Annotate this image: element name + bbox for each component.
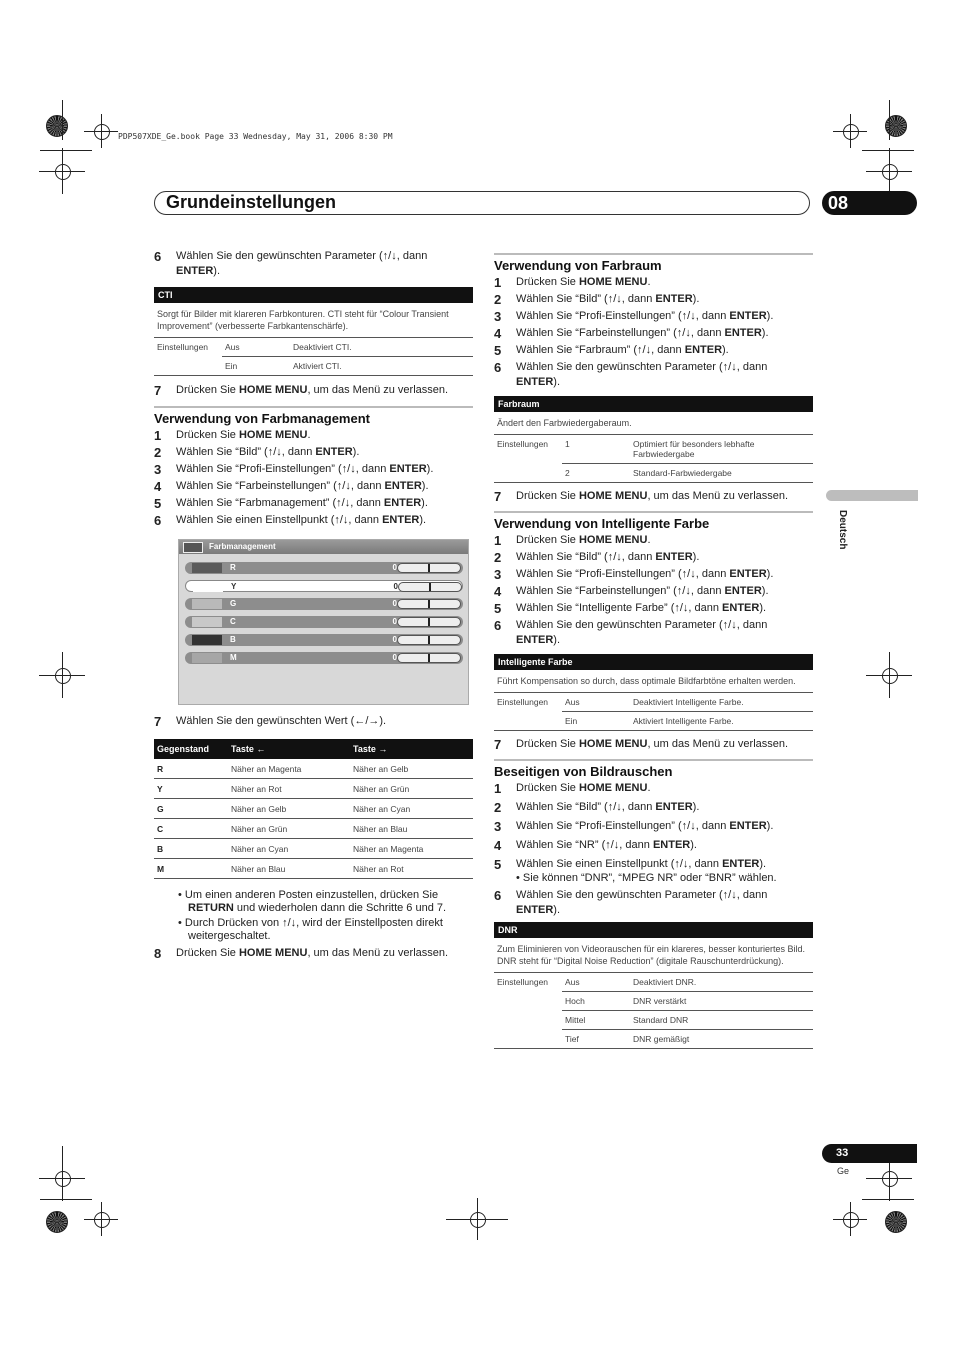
slider xyxy=(397,653,461,663)
table-row: B Näher an Cyan Näher an Magenta xyxy=(154,839,473,859)
color-swatch xyxy=(192,599,222,609)
box-description: Ändert den Farbwiedergaberaum. xyxy=(494,412,813,435)
step: 1 Drücken Sie HOME MENU. xyxy=(494,533,651,548)
dnr-box xyxy=(494,922,813,1049)
table-row: G Näher an Gelb Näher an Cyan xyxy=(154,799,473,819)
color-swatch xyxy=(192,653,222,663)
adjustment-table xyxy=(154,739,473,879)
box-description: Sorgt für Bilder mit klareren Farbkonturen. CTI steht für “Colour Transient Improvement” (verbesserte Farbkantenschärfe). xyxy=(154,303,473,338)
step: 4 Wählen Sie “NR” (↑/↓, dann ENTER). xyxy=(494,838,697,853)
menu-row-g: G 0 xyxy=(185,598,463,610)
step: 1 Drücken Sie HOME MENU. xyxy=(494,781,651,796)
menu-row-r: R 0 xyxy=(185,562,463,574)
table-row: R Näher an Magenta Näher an Gelb xyxy=(154,759,473,779)
color-swatch xyxy=(192,617,222,627)
color-swatch xyxy=(193,582,223,592)
settings-desc: Aktiviert CTI. xyxy=(290,357,473,376)
registration-sun-mark xyxy=(46,115,68,137)
step: 4 Wählen Sie “Farbeinstellungen” (↑/↓, dann ENTER). xyxy=(154,479,429,494)
step: 2 Wählen Sie “Bild” (↑/↓, dann ENTER). xyxy=(494,800,700,815)
menu-row-b: B 0 xyxy=(185,634,463,646)
box-description: Zum Eliminieren von Videorauschen für ein klareres, besser konturiertes Bild. DNR steht für “Digital Noise Reduction” (digitale Rauschunterdrückung). xyxy=(494,938,813,973)
menu-icon xyxy=(183,542,203,553)
box-title: CTI xyxy=(154,287,473,303)
menu-title: Farbmanagement xyxy=(179,540,468,554)
side-tab xyxy=(826,490,918,501)
settings-table: Einstellungen Aus Deaktiviert DNR. Hoch DNR verstärkt Mittel Standard DNR Tief DNR gemäßigt xyxy=(494,973,813,1049)
step: 2 Wählen Sie “Bild” (↑/↓, dann ENTER). xyxy=(154,445,360,460)
slider xyxy=(397,599,461,609)
page-language: Ge xyxy=(837,1166,850,1176)
color-swatch xyxy=(192,635,222,645)
step: 1 Drücken Sie HOME MENU. xyxy=(154,428,311,443)
step: 5 Wählen Sie “Farbraum” (↑/↓, dann ENTER). xyxy=(494,343,729,358)
step: 5 Wählen Sie “Intelligente Farbe” (↑/↓, dann ENTER). xyxy=(494,601,767,616)
section-heading: Verwendung von Farbmanagement xyxy=(154,406,473,426)
step: 7 Drücken Sie HOME MENU, um das Menü zu verlassen. xyxy=(494,489,789,504)
registration-sun-mark xyxy=(885,1211,907,1233)
step: 3 Wählen Sie “Profi-Einstellungen” (↑/↓, dann ENTER). xyxy=(494,819,774,834)
step: 6 Wählen Sie einen Einstellpunkt (↑/↓, dann ENTER). xyxy=(154,513,427,528)
step: 6 Wählen Sie den gewünschten Parameter (↑/↓, dann ENTER). xyxy=(494,618,768,646)
settings-desc: Deaktiviert CTI. xyxy=(290,338,473,357)
page-number: 33 xyxy=(822,1144,917,1163)
step: 2 Wählen Sie “Bild” (↑/↓, dann ENTER). xyxy=(494,292,700,307)
cti-box xyxy=(154,287,473,376)
table-row: C Näher an Grün Näher an Blau xyxy=(154,819,473,839)
page-title: Grundeinstellungen xyxy=(166,192,337,212)
table-header: Taste ← xyxy=(228,739,350,759)
table-row: M Näher an Blau Näher an Rot xyxy=(154,859,473,879)
side-tab-label: Deutsch xyxy=(837,510,848,550)
box-title: Farbraum xyxy=(494,396,813,412)
settings-table xyxy=(154,338,473,376)
bullet-note: • Durch Drücken von ↑/↓, wird der Einstellposten direkt weitergeschaltet. xyxy=(178,917,443,942)
slider xyxy=(397,617,461,627)
color-swatch xyxy=(192,563,222,573)
step: 6 Wählen Sie den gewünschten Parameter (↑/↓, dann ENTER). xyxy=(494,888,768,916)
step xyxy=(154,249,473,279)
table-header: Gegenstand xyxy=(154,739,228,759)
step: 3 Wählen Sie “Profi-Einstellungen” (↑/↓, dann ENTER). xyxy=(154,462,434,477)
step: 7 Wählen Sie den gewünschten Wert (←/→). xyxy=(154,714,387,729)
section-heading: Verwendung von Farbraum xyxy=(494,253,813,273)
settings-value: Aus xyxy=(222,338,290,357)
step: 8 Drücken Sie HOME MENU, um das Menü zu verlassen. xyxy=(154,946,449,961)
step-text: Drücken Sie HOME MENU, um das Menü zu verlassen. xyxy=(176,384,449,396)
step: 5 Wählen Sie “Farbmanagement” (↑/↓, dann ENTER). xyxy=(154,496,428,511)
registration-sun-mark xyxy=(46,1211,68,1233)
menu-row-c: C 0 xyxy=(185,616,463,628)
step-number: 7 xyxy=(154,383,162,398)
step: 6 Wählen Sie den gewünschten Parameter (↑/↓, dann ENTER). xyxy=(494,360,768,388)
chapter-number: 08 xyxy=(822,191,917,215)
farbraum-box xyxy=(494,396,813,483)
step: 5 Wählen Sie einen Einstellpunkt (↑/↓, dann ENTER). xyxy=(494,857,767,872)
step xyxy=(154,383,473,398)
step-list xyxy=(154,428,473,528)
settings-table: Einstellungen Aus Deaktiviert Intelligente Farbe. Ein Aktiviert Intelligente Farbe. xyxy=(494,693,813,731)
step: 4 Wählen Sie “Farbeinstellungen” (↑/↓, dann ENTER). xyxy=(494,584,769,599)
step: 4 Wählen Sie “Farbeinstellungen” (↑/↓, dann ENTER). xyxy=(494,326,769,341)
slider xyxy=(397,635,461,645)
settings-label: Einstellungen xyxy=(157,342,209,352)
table-row: Y Näher an Rot Näher an Grün xyxy=(154,779,473,799)
section-heading: Verwendung von Intelligente Farbe xyxy=(494,511,813,531)
step: 2 Wählen Sie “Bild” (↑/↓, dann ENTER). xyxy=(494,550,700,565)
slider xyxy=(397,563,461,573)
table-header: Taste → xyxy=(350,739,473,759)
box-description: Führt Kompensation so durch, dass optimale Bildfarbtöne erhalten werden. xyxy=(494,670,813,693)
step-text: Wählen Sie den gewünschten Parameter (↑/↓, dann ENTER). xyxy=(176,250,428,277)
step: 7 Drücken Sie HOME MENU, um das Menü zu verlassen. xyxy=(494,737,789,752)
left-column xyxy=(154,249,473,963)
settings-table: Einstellungen 1 Optimiert für besonders lebhafte Farbwiedergabe 2 Standard-Farbwiedergabe xyxy=(494,435,813,483)
file-meta: PDP507XDE_Ge.book Page 33 Wednesday, May 31, 2006 8:30 PM xyxy=(118,132,393,141)
section-heading: Beseitigen von Bildrauschen xyxy=(494,759,813,779)
intelligente-farbe-box xyxy=(494,654,813,731)
right-column xyxy=(494,253,813,1049)
menu-row-y: Y 0 xyxy=(185,580,463,592)
settings-value: Ein xyxy=(222,357,290,376)
step-number: 6 xyxy=(154,249,162,264)
menu-row-m: M 0 xyxy=(185,652,463,664)
bullet-note: • Sie können “DNR”, “MPEG NR” oder “BNR” wählen. xyxy=(516,872,777,884)
box-title: Intelligente Farbe xyxy=(494,654,813,670)
step: 3 Wählen Sie “Profi-Einstellungen” (↑/↓, dann ENTER). xyxy=(494,567,774,582)
step: 3 Wählen Sie “Profi-Einstellungen” (↑/↓, dann ENTER). xyxy=(494,309,774,324)
slider xyxy=(398,582,462,592)
farbmanagement-menu-screenshot xyxy=(178,539,469,705)
box-title: DNR xyxy=(494,922,813,938)
step: 1 Drücken Sie HOME MENU. xyxy=(494,275,651,290)
bullet-note: • Um einen anderen Posten einzustellen, drücken Sie RETURN und wiederholen dann die Schritte 6 und 7. xyxy=(178,889,447,914)
